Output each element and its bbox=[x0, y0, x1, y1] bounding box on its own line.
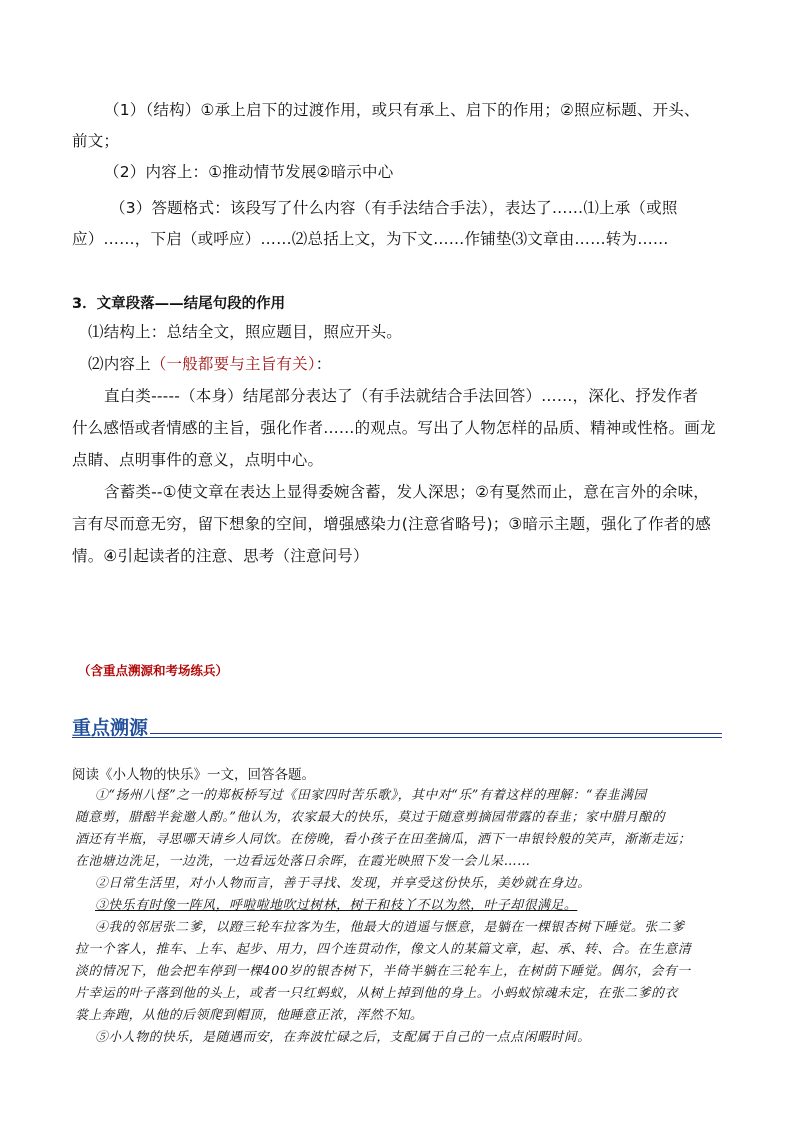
point-content bbox=[88, 349, 331, 380]
passage-line: 裳上奔跑，从他的后领爬到帽顶，他睡意正浓，浑然不知。 bbox=[75, 1008, 424, 1023]
reading-instruction: 阅读《小人物的快乐》一文，回答各题。 bbox=[72, 767, 315, 783]
answer-line-continuation: 前文； bbox=[72, 132, 120, 150]
implicit-type-line-1: 含蓄类--①使文章在表达上显得委婉含蓄，发人深思；②有戛然而止，意在言外的余味， bbox=[104, 483, 709, 501]
section-title: 重点溯源 bbox=[72, 717, 149, 739]
implicit-type-line-2: 言有尽而意无穷，留下想象的空间，增强感染力(注意省略号)；③暗示主题，强化了作者的感 bbox=[72, 515, 711, 533]
section-heading: 3．文章段落——结尾句段的作用 bbox=[72, 296, 286, 312]
passage-line: 随意剪，腊醅半瓮邀人酌。”他认为，农家最大的快乐，莫过于随意剪摘园带露的春韭；家中腊月酿的 bbox=[75, 810, 666, 825]
passage-line: ⑤小人物的快乐，是随遇而安，在奔波忙碌之后，支配属于自己的一点点闲暇时间。 bbox=[95, 1030, 591, 1045]
passage-line: ①“扬州八怪”之一的郑板桥写过《田家四时苦乐歌》，其中对“乐”有着这样的理解：“春韭满园 bbox=[95, 788, 647, 803]
point-structure: ⑴结构上：总结全文，照应题目，照应开头。 bbox=[88, 323, 403, 341]
passage-line: 片幸运的叶子落到他的头上，或者一只红蚂蚁，从树上掉到他的身上。小蚂蚁惊魂未定，在张二爹的衣 bbox=[75, 986, 678, 1001]
point-content-suffix: ： bbox=[315, 355, 332, 373]
direct-type-line-3: 点睛、点明事件的意义，点明中心。 bbox=[72, 451, 324, 469]
passage-line: ②日常生活里，对小人物而言，善于寻找、发现，并享受这份快乐，美妙就在身边。 bbox=[95, 876, 591, 891]
point-content-note: （一般都要与主旨有关） bbox=[150, 355, 316, 373]
implicit-type-line-3: 情。④引起读者的注意、思考（注意问号） bbox=[72, 547, 369, 565]
point-content-prefix: ⑵内容上 bbox=[88, 355, 151, 373]
answer-format-continuation: 应）……，下启（或呼应）……⑵总括上文，为下文……作铺垫⑶文章由……转为…… bbox=[72, 230, 669, 248]
direct-type-line-2: 什么感悟或者情感的主旨，强化作者……的观点。写出了人物怎样的品质、精神或性格。画龙 bbox=[72, 419, 716, 437]
passage-line: 酒还有半瓶，寻思哪天请乡人同饮。在傍晚，看小孩子在田垄摘瓜，洒下一串银铃般的笑声，渐渐走远； bbox=[75, 832, 692, 847]
answer-format-line: （3）答题格式：该段写了什么内容（有手法结合手法），表达了……⑴上承（或照 bbox=[110, 199, 678, 217]
title-rule bbox=[150, 733, 722, 734]
passage-line-underlined: ③快乐有时像一阵风，呼啦啦地吹过树林，树干和枝丫不以为然，叶子却很满足。 bbox=[95, 898, 578, 913]
passage-line: 拉一个客人，推车、上车、起步、用力，四个连贯动作，像文人的某篇文章，起、承、转、合。在生意清 bbox=[75, 942, 692, 957]
answer-line-structure: （1）（结构）①承上启下的过渡作用，或只有承上、启下的作用；②照应标题、开头、 bbox=[104, 101, 700, 119]
passage-line: ④我的邻居张二爹，以蹬三轮车拉客为生，他最大的逍遥与惬意，是躺在一棵银杏树下睡觉。张二爹 bbox=[95, 920, 685, 935]
passage-line: 在池塘边洗足，一边洗，一边看远处落日余晖，在霞光映照下发一会儿呆…… bbox=[75, 854, 531, 869]
practice-tag: （含重点溯源和考场练兵） bbox=[78, 663, 229, 678]
title-rule-thin bbox=[72, 737, 722, 738]
answer-line-content: （2）内容上：①推动情节发展②暗示中心 bbox=[104, 163, 394, 181]
direct-type-line-1: 直白类-----（本身）结尾部分表达了（有手法就结合手法回答）……，深化、抒发作者 bbox=[104, 387, 699, 405]
passage-line: 淡的情况下，他会把车停到一棵400岁的银杏树下，半倚半躺在三轮车上，在树荫下睡觉。偶尔，会有一 bbox=[75, 964, 691, 979]
